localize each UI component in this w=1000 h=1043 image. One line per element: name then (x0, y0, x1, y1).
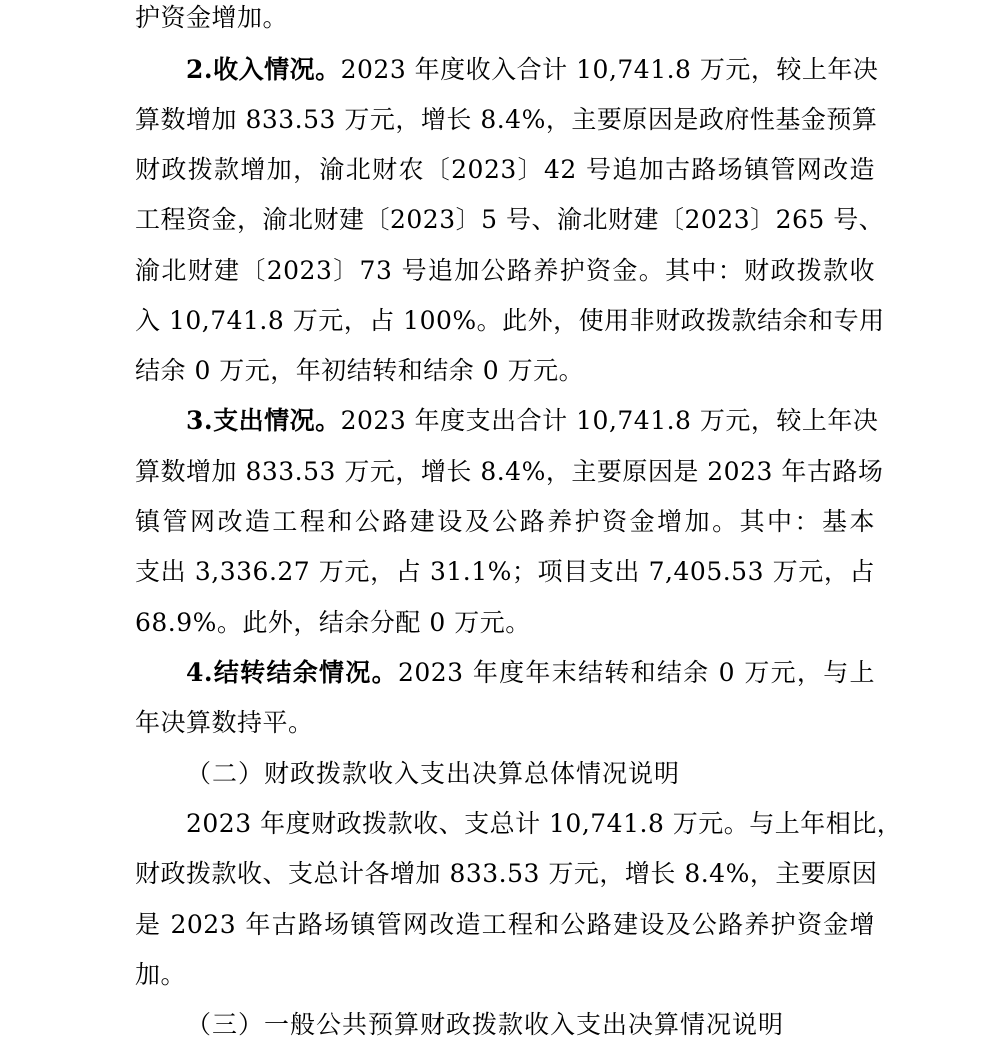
paragraph-line: 是 2023 年古路场镇管网改造工程和公路建设及公路养护资金增 (135, 910, 875, 939)
paragraph-line: 财政拨款增加，渝北财农〔2023〕42 号追加古路场镇管网改造 (135, 155, 875, 184)
paragraph-line: 支出 3,336.27 万元，占 31.1%；项目支出 7,405.53 万元，占 (135, 557, 875, 586)
paragraph-line (135, 3, 875, 33)
paragraph-text: 2023 年度支出合计 10,741.8 万元，较上年决 (340, 406, 879, 435)
paragraph-line: 工程资金，渝北财建〔2023〕5 号、渝北财建〔2023〕265 号、 (135, 205, 885, 234)
paragraph-line: 渝北财建〔2023〕73 号追加公路养护资金。其中：财政拨款收 (135, 256, 875, 285)
paragraph-line (186, 658, 875, 688)
section-label-income: 2.收入情况。 (186, 55, 341, 84)
paragraph-line: 68.9%。此外，结余分配 0 万元。 (135, 608, 531, 637)
paragraph-line: 镇管网改造工程和公路建设及公路养护资金增加。其中：基本 (135, 507, 875, 536)
paragraph-line: 加。 (135, 960, 187, 989)
paragraph-text: 护资金增加。 (135, 3, 289, 32)
section-heading: （二）财政拨款收入支出决算总体情况说明 (186, 759, 681, 788)
paragraph-line: 算数增加 833.53 万元，增长 8.4%，主要原因是 2023 年古路场 (135, 457, 884, 486)
paragraph-line: 2023 年度财政拨款收、支总计 10,741.8 万元。与上年相比， (186, 809, 903, 838)
paragraph-line: 算数增加 833.53 万元，增长 8.4%，主要原因是政府性基金预算 (135, 105, 878, 134)
paragraph-line: 结余 0 万元，年初结转和结余 0 万元。 (135, 356, 585, 385)
paragraph-line: 财政拨款收、支总计各增加 833.53 万元，增长 8.4%，主要原因 (135, 859, 878, 888)
paragraph-line (186, 55, 879, 85)
section-label-expenditure: 3.支出情况。 (186, 406, 341, 435)
paragraph-line: 入 10,741.8 万元，占 100%。此外，使用非财政拨款结余和专用 (135, 306, 885, 335)
paragraph-text: 2023 年度年末结转和结余 0 万元，与上 (397, 658, 876, 687)
paragraph-line: 年决算数持平。 (135, 708, 314, 737)
paragraph-text: 2023 年度收入合计 10,741.8 万元，较上年决 (340, 55, 879, 84)
paragraph-line (186, 406, 879, 436)
section-label-carryover: 4.结转结余情况。 (186, 658, 398, 687)
section-heading: （三）一般公共预算财政拨款收入支出决算情况说明 (186, 1010, 785, 1039)
